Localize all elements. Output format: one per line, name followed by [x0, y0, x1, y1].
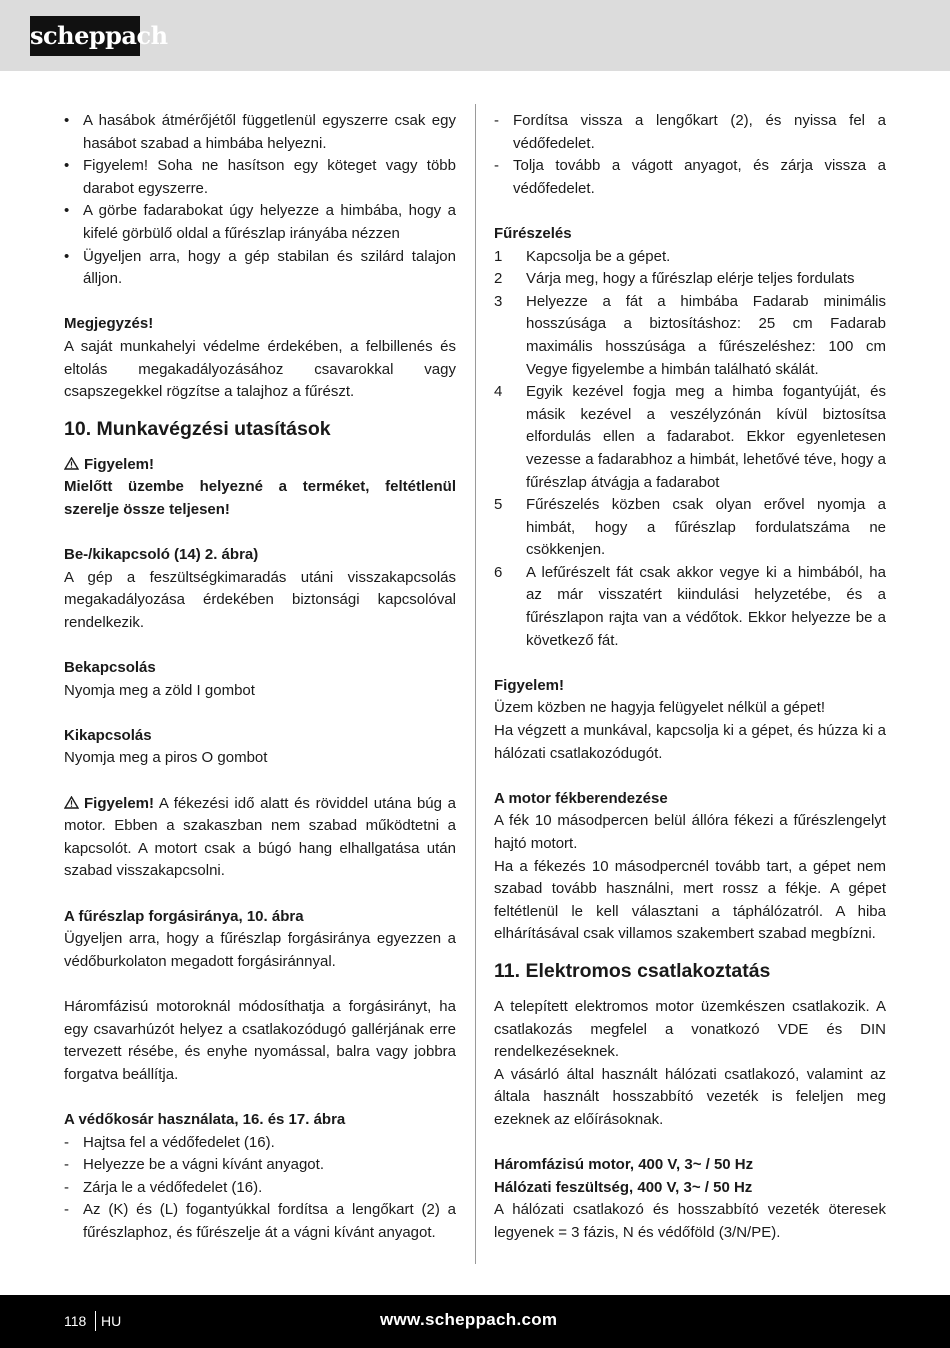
list-item: 1 Kapcsolja be a gépet.	[494, 247, 671, 265]
footer-separator	[95, 1311, 96, 1331]
left-column	[64, 110, 456, 1245]
voltage-spec: Hálózati feszültség, 400 V, 3~ / 50 Hz	[494, 1178, 753, 1196]
attention-line-1: Üzem közben ne hagyja felügyelet nélkül a gépet!	[494, 699, 826, 717]
electrical-text-2: A vásárló által használt hálózati csatlakozó, valamint az általa használt hosszabbító vezeték is feleljen meg ezeknek az előírásoknak.	[494, 1065, 886, 1128]
guard-heading: A védőkosár használata, 16. és 17. ábra	[64, 1110, 346, 1128]
list-item: - Fordítsa vissza a lengőkart (2), és nyissa fel a védőfedelet.	[494, 110, 886, 155]
direction-heading: A fűrészlap forgásiránya, 10. ábra	[64, 907, 304, 925]
electrical-text-1: A telepített elektromos motor üzemkészen csatlakozik. A csatlakozás megfelel a vonatkozó VDE és DIN rendelkezéseknek.	[494, 997, 886, 1061]
column-divider	[475, 104, 476, 1264]
warning-1-label: Figyelem!	[84, 455, 155, 473]
note-text: A saját munkahelyi védelme érdekében, a felbillenés és eltolás megakadályozásához csavarokkal vagy csapszegekkel rögzítse a talajhoz a fűrészt.	[64, 337, 456, 401]
list-item: 6 A lefűrészelt fát csak akkor vegye ki a himbából, ha az már visszatért kiindulási helyzetébe, és a fűrészlapon rajta van a védőtok. Ekkor helyezze be a következő fát.	[494, 563, 886, 649]
warning-1-text: Mielőtt üzembe helyezné a terméket, feltétlenül szerelje össze teljesen!	[64, 478, 456, 518]
warning-2-text: A fékezési idő alatt és röviddel utána búg a motor. Ebben a szakaszban nem szabad működtetni a kapcsolót. A motort csak a búgó hang elhallgatása után szabad visszakapcsolni.	[64, 794, 456, 880]
list-item: - Zárja le a védőfedelet (16).	[64, 1177, 456, 1200]
section-10-title: 10. Munkavégzési utasítások	[64, 417, 331, 440]
guard-steps-list	[64, 1132, 456, 1245]
direction-text: Ügyeljen arra, hogy a fűrészlap forgásiránya egyezzen a védőburkolaton megadott forgásiránnyal.	[64, 930, 456, 970]
warning-triangle-icon	[64, 796, 79, 809]
brake-heading: A motor fékberendezése	[494, 789, 668, 807]
list-item: • Figyelem! Soha ne hasítson egy köteget vagy több darabot egyszerre.	[64, 155, 456, 200]
right-column	[494, 110, 886, 1245]
switch-off-text: Nyomja meg a piros O gombot	[64, 749, 268, 767]
brake-text-1: A fék 10 másodpercen belül állóra fékezi a fűrészlengelyt hajtó motort.	[494, 812, 886, 852]
switch-off-heading: Kikapcsolás	[64, 726, 152, 744]
switch-on-heading: Bekapcsolás	[64, 659, 156, 677]
cable-text: A hálózati csatlakozó és hosszabbító vezeték öteresek legyenek = 3 fázis, N és védőföld (3/N/PE).	[494, 1201, 886, 1241]
scheppach-logo: scheppach	[30, 16, 140, 56]
list-item: • A hasábok átmérőjétől függetlenül egyszerre csak egy hasábot szabad a himbába helyezni.	[64, 110, 456, 155]
sawing-steps-list	[494, 246, 886, 653]
safety-bullet-list	[64, 110, 456, 291]
list-item: - Hajtsa fel a védőfedelet (16).	[64, 1132, 456, 1155]
brake-text-2: Ha a fékezés 10 másodpercnél tovább tart, a gépet nem szabad tovább használni, mert rossz a fékje. A gépet feltétlenül le kell választani a táphálózatról. A hiba elhárításával csak villamos szakembert szabad megbízni.	[494, 857, 886, 943]
note-heading: Megjegyzés!	[64, 315, 154, 333]
page-footer	[0, 1295, 950, 1348]
list-item: 2 Várja meg, hogy a fűrészlap elérje teljes fordulats	[494, 270, 855, 288]
switch-heading: Be-/kikapcsoló (14) 2. ábra)	[64, 546, 259, 564]
list-item: - Az (K) és (L) fogantyúkkal fordítsa a lengőkart (2) a fűrészlaphoz, és fűrészelje át a vágni kívánt anyagot.	[64, 1199, 456, 1244]
attention-line-2: Ha végzett a munkával, kapcsolja ki a gépet, és húzza ki a hálózati csatlakozódugót.	[494, 722, 886, 762]
list-item: - Helyezze be a vágni kívánt anyagot.	[64, 1154, 456, 1177]
list-item: • A görbe fadarabokat úgy helyezze a himbába, hogy a kifelé görbülő oldal a fűrészlap irányába nézzen	[64, 200, 456, 245]
list-item: 3 Helyezze a fát a himbába Fadarab minimális hosszúsága a biztosításhoz: 25 cm Fadarab maximális hosszúsága a fűrészeléshez: 100 cm Vegye figyelembe a himbán található skálát.	[494, 292, 886, 378]
list-item: • Ügyeljen arra, hogy a gép stabilan és szilárd talajon álljon.	[64, 246, 456, 291]
warning-2-paragraph	[64, 793, 456, 883]
switch-on-text: Nyomja meg a zöld I gombot	[64, 681, 255, 699]
warning-2-label: Figyelem!	[84, 794, 155, 812]
sawing-heading: Fűrészelés	[494, 224, 572, 242]
warning-1-heading	[64, 454, 456, 477]
list-item: - Tolja tovább a vágott anyagot, és zárja vissza a védőfedelet.	[494, 155, 886, 200]
motor-spec: Háromfázisú motor, 400 V, 3~ / 50 Hz	[494, 1156, 754, 1174]
section-11-title: 11. Elektromos csatlakoztatás	[494, 959, 771, 982]
page-header	[0, 0, 950, 71]
attention-heading: Figyelem!	[494, 676, 565, 694]
website-link[interactable]: www.scheppach.com	[380, 1310, 558, 1329]
list-item: 4 Egyik kezével fogja meg a himba fogantyúját, és másik kezével a veszélyzónán kívül biztosítsa elfordulás ellen a fadarabot. Ekkor egyenletesen vezesse a fadarabhoz a himbát, lehetővé téve, hogy a fűrészlap átvágja a fadarabot	[494, 383, 886, 491]
three-phase-text: Háromfázisú motoroknál módosíthatja a forgásirányt, ha egy csavarhúzót helyez a csatlakozódugó gallérjának erre tervezett résébe, és enyhe nyomással, balra vagy jobbra forgatva beállítja.	[64, 997, 456, 1083]
language-code: HU	[101, 1313, 122, 1329]
warning-triangle-icon	[64, 457, 79, 470]
switch-text: A gép a feszültségkimaradás utáni visszakapcsolás megakadályozása érdekében biztonsági kapcsolóval rendelkezik.	[64, 568, 456, 631]
list-item: 5 Fűrészelés közben csak olyan erővel nyomja a himbát, hogy a fűrészlap fordulatszáma ne csökkenjen.	[494, 496, 886, 559]
page-number: 118	[64, 1313, 87, 1329]
guard-steps-continued-list	[494, 110, 886, 200]
